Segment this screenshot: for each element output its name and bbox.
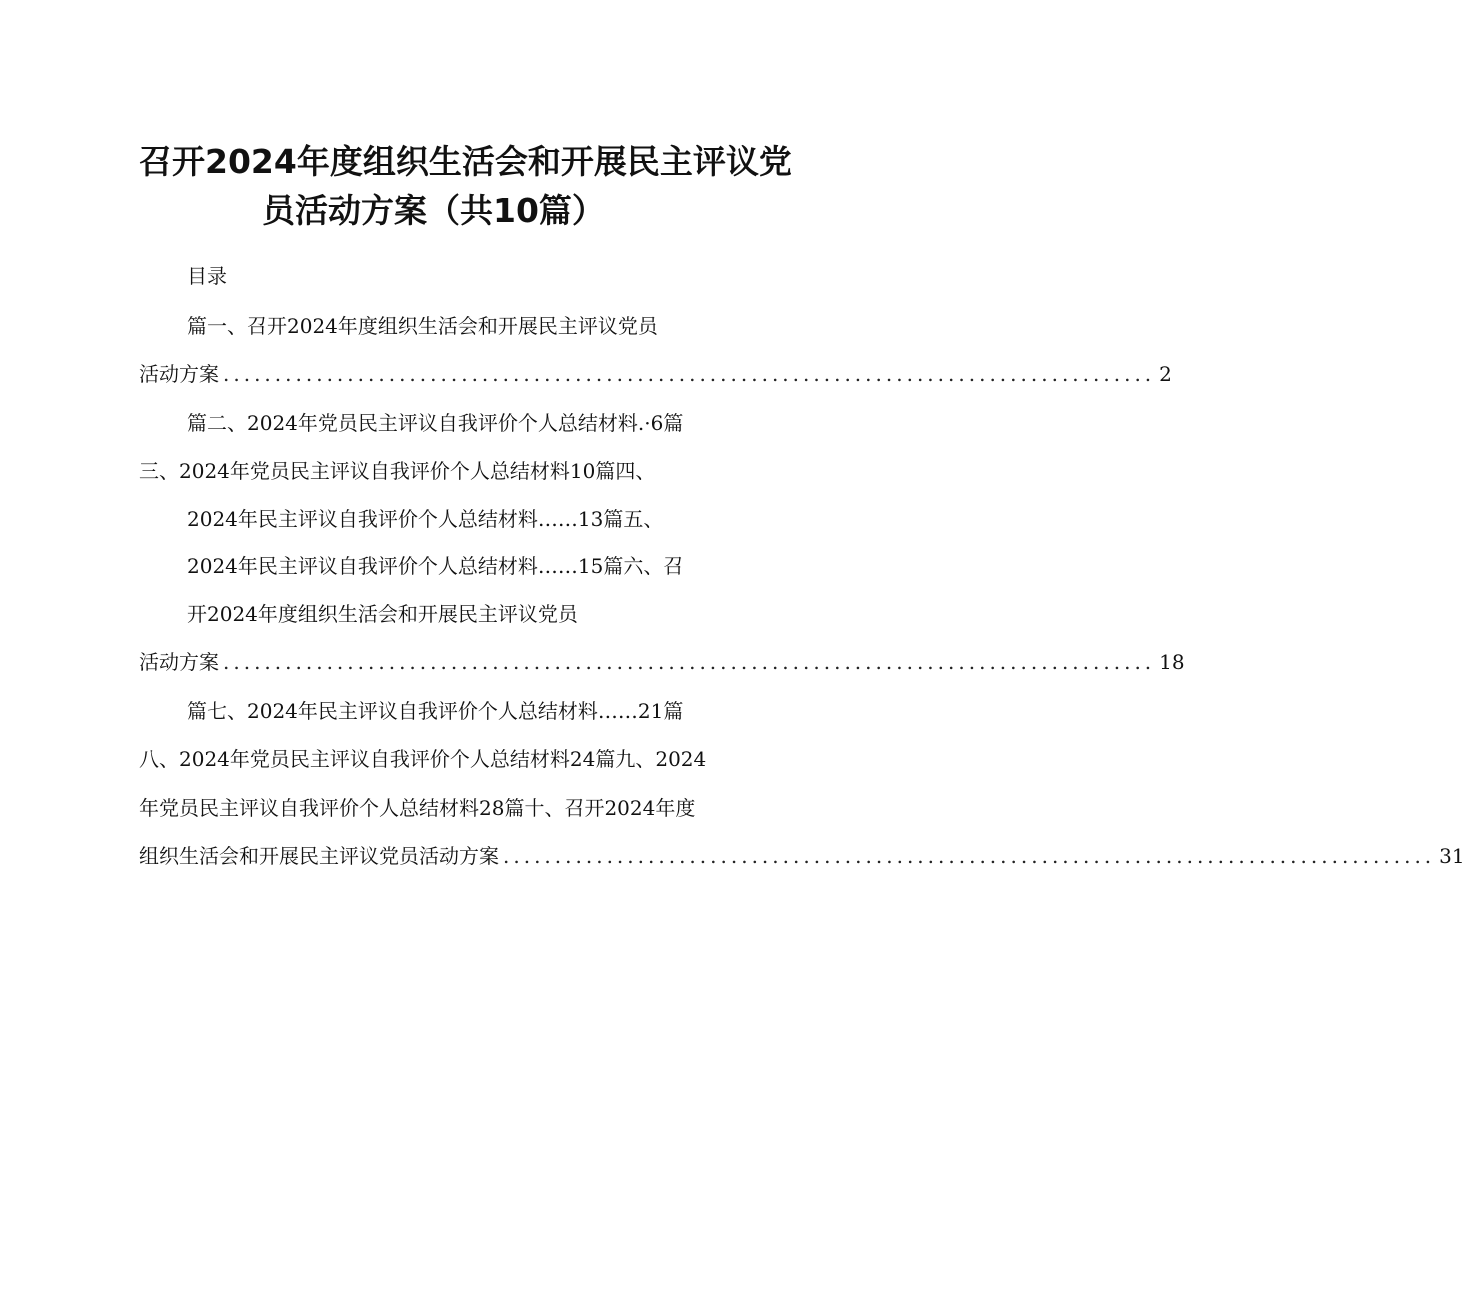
document-title-line-2: 员活动方案（共10篇） <box>262 191 605 230</box>
toc-entry-text: 活动方案 <box>139 362 219 386</box>
toc-page-number: 18 <box>1159 650 1185 674</box>
toc-line-1: 篇一、召开2024年度组织生活会和开展民主评议党员 <box>187 314 658 338</box>
toc-line-8: 八、2024年党员民主评议自我评价个人总结材料24篇九、2024 <box>139 747 707 771</box>
dot-leader: .......................................................................................... <box>223 650 1156 674</box>
toc-line-4: 2024年民主评议自我评价个人总结材料……13篇五、 <box>187 507 664 531</box>
toc-entry-dotted-3 <box>139 843 1465 869</box>
toc-entry-dotted-1 <box>139 361 1172 387</box>
toc-line-9: 年党员民主评议自我评价个人总结材料28篇十、召开2024年度 <box>139 796 696 820</box>
toc-page-number: 2 <box>1159 362 1172 386</box>
toc-line-5: 2024年民主评议自我评价个人总结材料……15篇六、召 <box>187 554 684 578</box>
toc-line-7: 篇七、2024年民主评议自我评价个人总结材料……21篇 <box>187 699 684 723</box>
dot-leader: .......................................................................................... <box>223 362 1156 386</box>
toc-heading: 目录 <box>187 264 227 288</box>
dot-leader: .......................................................................................... <box>503 844 1436 868</box>
toc-entry-dotted-2 <box>139 649 1185 675</box>
toc-entry-text: 活动方案 <box>139 650 219 674</box>
toc-line-2: 篇二、2024年党员民主评议自我评价个人总结材料.·6篇 <box>187 411 684 435</box>
toc-line-6: 开2024年度组织生活会和开展民主评议党员 <box>187 602 578 626</box>
toc-line-3: 三、2024年党员民主评议自我评价个人总结材料10篇四、 <box>139 459 656 483</box>
document-title-line-1: 召开2024年度组织生活会和开展民主评议党 <box>139 142 792 181</box>
toc-entry-text: 组织生活会和开展民主评议党员活动方案 <box>139 844 499 868</box>
toc-page-number: 31 <box>1439 844 1465 868</box>
